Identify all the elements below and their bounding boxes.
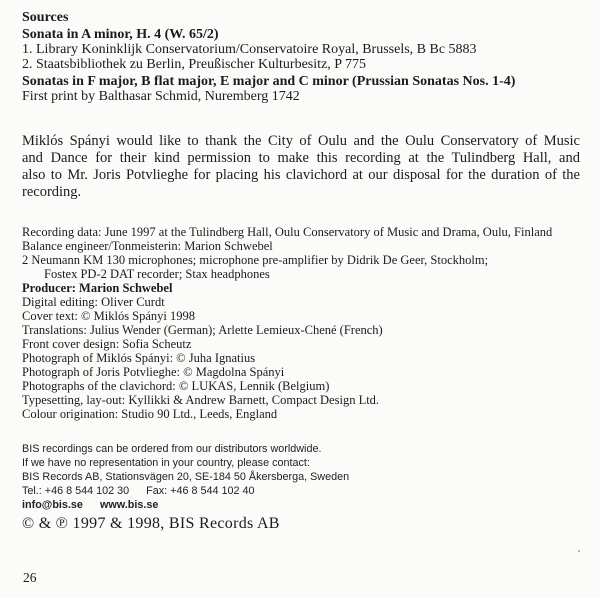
credit-front-cover-design: Front cover design: Sofia Scheutz [22, 337, 192, 351]
credit-digital-editing: Digital editing: Oliver Curdt [22, 295, 165, 309]
credit-typesetting: Typesetting, lay-out: Kyllikki & Andrew Barnett, Compact Design Ltd. [22, 393, 380, 407]
credit-colour-origination: Colour origination: Studio 90 Ltd., Leeds, England [22, 407, 278, 421]
fax-number: Fax: +46 8 544 102 40 [146, 485, 255, 497]
credit-photo-potvlieghe: Photograph of Joris Potvlieghe: © Magdolna Spányi [22, 365, 285, 379]
credit-balance-engineer: Balance engineer/Tonmeisterin: Marion Schwebel [22, 239, 273, 253]
distributor-info [22, 442, 580, 512]
credit-recorder: Fostex PD-2 DAT recorder; Stax headphones [44, 267, 270, 281]
work2-source-1: First print by Balthasar Schmid, Nuremberg 1742 [22, 89, 300, 104]
sources-heading: Sources [22, 10, 69, 25]
credit-photo-clavichord: Photographs of the clavichord: © LUKAS, Lennik (Belgium) [22, 379, 330, 393]
email-text: info@bis.se [22, 499, 83, 511]
credit-cover-text: Cover text: © Miklós Spányi 1998 [22, 309, 196, 323]
distributor-line-2: If we have no representation in your country, please contact: [22, 457, 310, 469]
distributor-address: BIS Records AB, Stationsvägen 20, SE-184 50 Åkersberga, Sweden [22, 471, 350, 483]
credit-photo-spanyi: Photograph of Miklós Spányi: © Juha Ignatius [22, 351, 256, 365]
acknowledgement-paragraph [22, 133, 580, 201]
work1-source-2: 2. Staatsbibliothek zu Berlin, Preußischer Kulturbesitz, P 775 [22, 57, 366, 72]
work1-title: Sonata in A minor, H. 4 (W. 65/2) [22, 27, 219, 42]
credits-section [22, 225, 580, 421]
acknowledgement-line: Miklós Spányi would like to thank the City of Oulu and the Oulu Conservatory of Music [22, 133, 580, 149]
website-text: www.bis.se [99, 499, 159, 511]
credit-recording-data: Recording data: June 1997 at the Tulindberg Hall, Oulu Conservatory of Music and Drama, Oulu, Finland [22, 225, 553, 239]
telephone-number: Tel.: +46 8 544 102 30 [22, 485, 130, 497]
page-number: 26 [23, 570, 37, 585]
work1-source-1: 1. Library Koninklijk Conservatorium/Conservatoire Royal, Brussels, B Bc 5883 [22, 42, 477, 57]
acknowledgement-line: recording. [22, 184, 82, 200]
distributor-line-1: BIS recordings can be ordered from our distributors worldwide. [22, 443, 322, 455]
distributor-contact-line [22, 498, 580, 512]
acknowledgement-line: also to Mr. Joris Potvlieghe for placing his clavichord at our disposal for the duration of the [22, 167, 580, 183]
acknowledgement-line: and Dance for their kind permission to make this recording at the Tulindberg Hall, and [22, 150, 580, 166]
credit-translations: Translations: Julius Wender (German); Arlette Lemieux-Chené (French) [22, 323, 383, 337]
scan-speck [578, 550, 580, 552]
work2-title: Sonatas in F major, B flat major, E major and C minor (Prussian Sonatas Nos. 1-4) [22, 74, 516, 89]
credit-microphones: 2 Neumann KM 130 microphones; microphone pre-amplifier by Didrik De Geer, Stockholm; [22, 253, 489, 267]
credit-producer: Producer: Marion Schwebel [22, 281, 173, 295]
sources-section [22, 10, 580, 104]
distributor-phone-line [22, 484, 580, 498]
copyright-line: © & ℗ 1997 & 1998, BIS Records AB [22, 515, 280, 532]
